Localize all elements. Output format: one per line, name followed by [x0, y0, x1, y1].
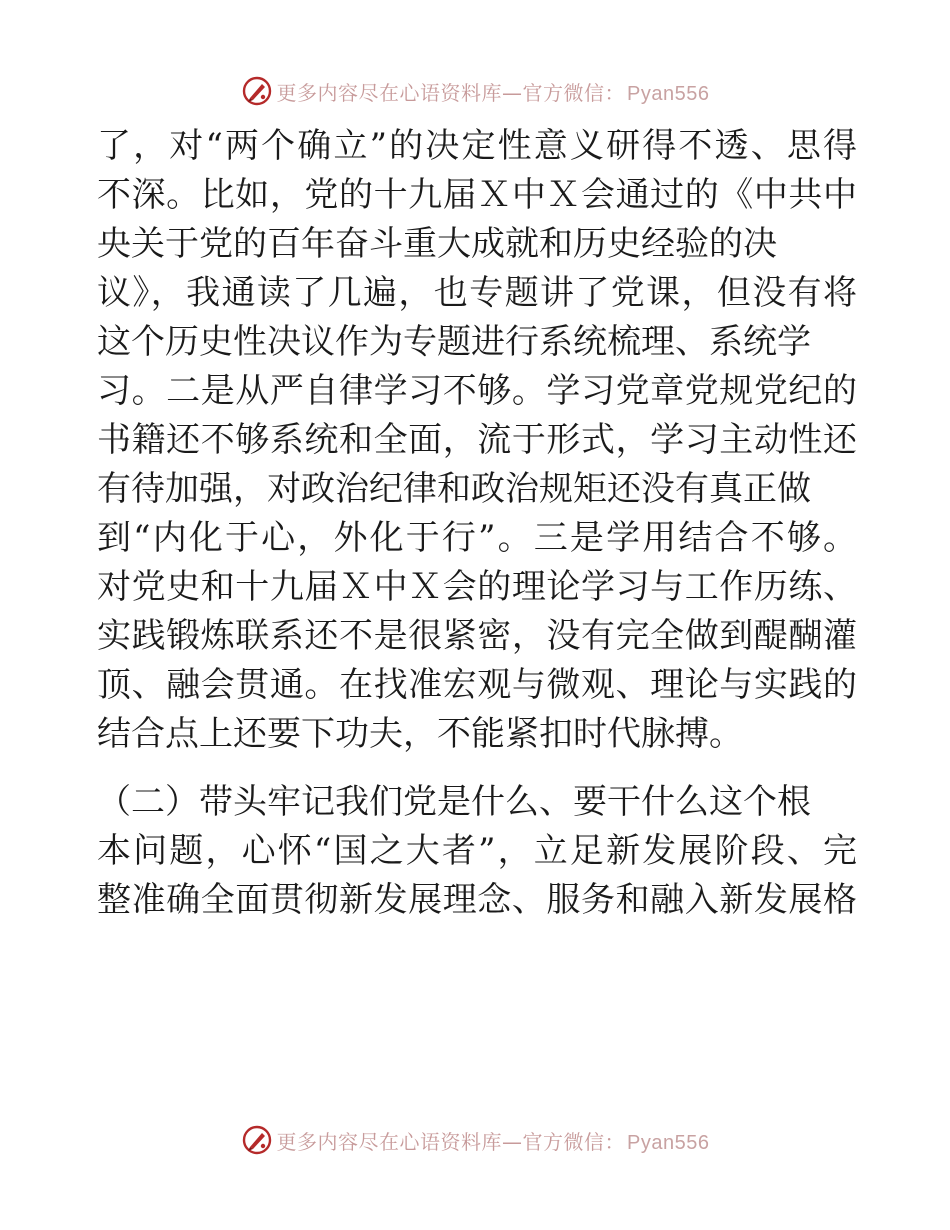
body-line: 实践锻炼联系还不是很紧密，没有完全做到醍醐灌 — [97, 616, 857, 656]
section-heading-line: （二）带头牢记我们党是什么、要干什么这个根 — [97, 782, 811, 822]
body-line: 整准确全面贯彻新发展理念、服务和融入新发展格 — [97, 880, 857, 920]
body-line: 书籍还不够系统和全面，流于形式，学习主动性还 — [97, 420, 857, 460]
header-banner — [0, 71, 950, 111]
footer-banner-label: 更多内容尽在心语资料库—官方微信： — [276, 1129, 626, 1154]
body-line: 对党史和十九届Ｘ中Ｘ会的理论学习与工作历练、 — [97, 567, 857, 607]
footer-banner — [0, 1120, 950, 1160]
body-line: 本问题，心怀“国之大者”，立足新发展阶段、完 — [97, 831, 857, 871]
body-line: 到“内化于心，外化于行”。三是学用结合不够。 — [97, 518, 857, 558]
body-line: 了，对“两个确立”的决定性意义研得不透、思得 — [97, 126, 857, 166]
body-line: 不深。比如，党的十九届Ｘ中Ｘ会通过的《中共中 — [97, 175, 857, 215]
footer-banner-text — [277, 1126, 710, 1155]
body-line: 议》，我通读了几遍，也专题讲了党课，但没有将 — [97, 273, 857, 313]
header-banner-label: 更多内容尽在心语资料库—官方微信： — [276, 80, 626, 105]
body-line: 这个历史性决议作为专题进行系统梳理、系统学 — [97, 322, 811, 362]
footer-wechat-id: Pyan556 — [627, 1131, 710, 1154]
body-line: 有待加强，对政治纪律和政治规矩还没有真正做 — [97, 469, 811, 509]
body-line: 央关于党的百年奋斗重大成就和历史经验的决 — [97, 224, 777, 264]
body-line: 结合点上还要下功夫，不能紧扣时代脉搏。 — [97, 714, 743, 754]
body-line: 顶、融会贯通。在找准宏观与微观、理论与实践的 — [97, 665, 857, 705]
red-pen-circle-logo-icon — [241, 1124, 273, 1156]
body-line: 习。二是从严自律学习不够。学习党章党规党纪的 — [97, 371, 857, 411]
body-text — [97, 122, 857, 925]
header-banner-text — [277, 77, 710, 106]
header-wechat-id: Pyan556 — [627, 82, 710, 105]
red-pen-circle-logo-icon — [241, 75, 273, 107]
